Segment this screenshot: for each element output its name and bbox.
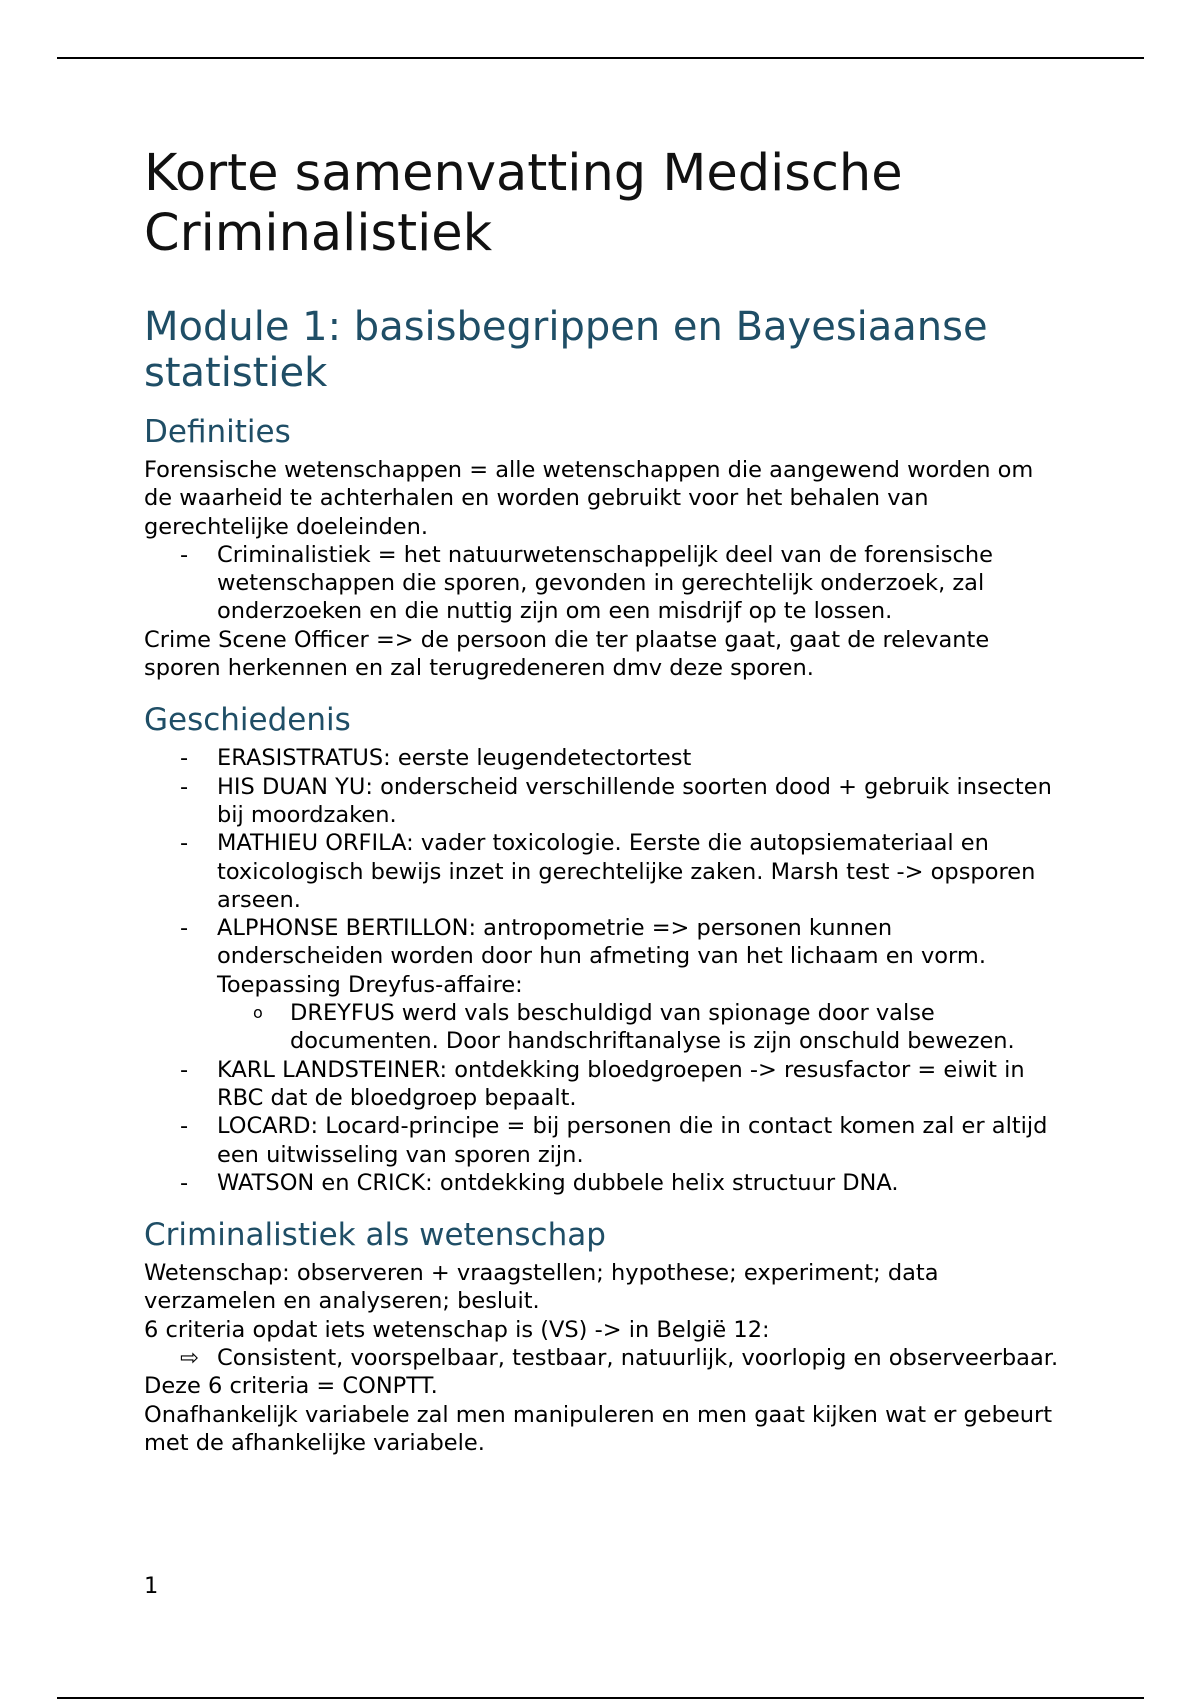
header-rule <box>57 57 1144 59</box>
list-item <box>144 744 1064 772</box>
list-item <box>144 1169 1064 1197</box>
list-item-text: ALPHONSE BERTILLON: antropometrie => personen kunnen onderscheiden worden door hun afmeting van het lichaam en vorm. Toepassing Dreyfus-affaire: <box>217 915 986 998</box>
definities-heading: Definities <box>144 414 291 450</box>
page-number: 1 <box>144 1573 159 1599</box>
list-item-text: ERASISTRATUS: eerste leugendetectortest <box>217 745 692 772</box>
list-item <box>144 1056 1064 1113</box>
list-item-text: DREYFUS werd vals beschuldigd van spionage door valse documenten. Door handschriftanalyse is zijn onschuld bewezen. <box>290 1000 1015 1055</box>
list-item-text: WATSON en CRICK: ontdekking dubbele helix structuur DNA. <box>217 1169 899 1196</box>
section-wetenschap <box>144 1217 1064 1457</box>
wetenschap-heading: Criminalistiek als wetenschap <box>144 1217 606 1254</box>
list-item <box>144 1344 1064 1372</box>
arrow-icon: ⇨ <box>180 1345 199 1372</box>
sub-list-item <box>144 999 1064 1056</box>
list-item-text: KARL LANDSTEINER: ontdekking bloedgroepen -> resusfactor = eiwit in RBC dat de bloedgroep bepaalt. <box>217 1056 1025 1111</box>
list-item <box>144 829 1064 914</box>
circle-bullet: o <box>253 1003 263 1023</box>
wetenschap-p1: Wetenschap: observeren + vraagstellen; hypothese; experiment; data verzamelen en analyseren; besluit. <box>144 1260 939 1315</box>
list-item-text: LOCARD: Locard-principe = bij personen die in contact komen zal er altijd een uitwisseling van sporen zijn. <box>217 1113 1048 1168</box>
document-title: Korte samenvatting Medische Criminalistiek <box>144 144 903 263</box>
dash-bullet: - <box>180 1056 189 1083</box>
geschiedenis-heading: Geschiedenis <box>144 702 351 739</box>
module-heading: Module 1: basisbegrippen en Bayesiaanse statistiek <box>144 304 988 396</box>
wetenschap-p2: 6 criteria opdat iets wetenschap is (VS) -> in België 12: <box>144 1316 770 1343</box>
definities-list <box>144 541 1064 626</box>
section-definities <box>144 414 1064 682</box>
document-page <box>144 144 1064 1457</box>
wetenschap-p3: Deze 6 criteria = CONPTT. <box>144 1373 438 1400</box>
dash-bullet: - <box>180 541 189 568</box>
list-item <box>144 914 1064 999</box>
list-item-text: Criminalistiek = het natuurwetenschappelijk deel van de forensische wetenschappen die sporen, gevonden in gerechtelijk onderzoek, zal onderzoeken en die nuttig zijn om een misdrijf op te lossen. <box>217 541 994 625</box>
dash-bullet: - <box>180 773 189 800</box>
dash-bullet: - <box>180 745 189 772</box>
dash-bullet: - <box>180 1169 189 1196</box>
wetenschap-p4: Onafhankelijk variabele zal men manipuleren en men gaat kijken wat er gebeurt met de afhankelijke variabele. <box>144 1401 1053 1456</box>
wetenschap-list <box>144 1344 1064 1372</box>
geschiedenis-list <box>144 744 1064 1197</box>
list-item <box>144 773 1064 830</box>
dash-bullet: - <box>180 1113 189 1140</box>
list-item-text: HIS DUAN YU: onderscheid verschillende soorten dood + gebruik insecten bij moordzaken. <box>217 773 1052 828</box>
list-item-text: Consistent, voorspelbaar, testbaar, natuurlijk, voorlopig en observeerbaar. <box>217 1345 1059 1372</box>
list-item-text: MATHIEU ORFILA: vader toxicologie. Eerste die autopsiemateriaal en toxicologisch bewijs inzet in gerechtelijke zaken. Marsh test -> opsporen arseen. <box>217 830 1036 913</box>
list-item <box>144 541 1064 626</box>
list-item <box>144 1112 1064 1169</box>
section-geschiedenis <box>144 702 1064 1197</box>
footer-rule <box>57 1697 1144 1699</box>
dash-bullet: - <box>180 830 189 857</box>
definities-intro: Forensische wetenschappen = alle wetenschappen die aangewend worden om de waarheid te achterhalen en worden gebruikt voor het behalen van gerechtelijke doeleinden. <box>144 457 1034 540</box>
dash-bullet: - <box>180 915 189 942</box>
definities-outro: Crime Scene Officer => de persoon die ter plaatse gaat, gaat de relevante sporen herkennen en zal terugredeneren dmv deze sporen. <box>144 626 990 682</box>
